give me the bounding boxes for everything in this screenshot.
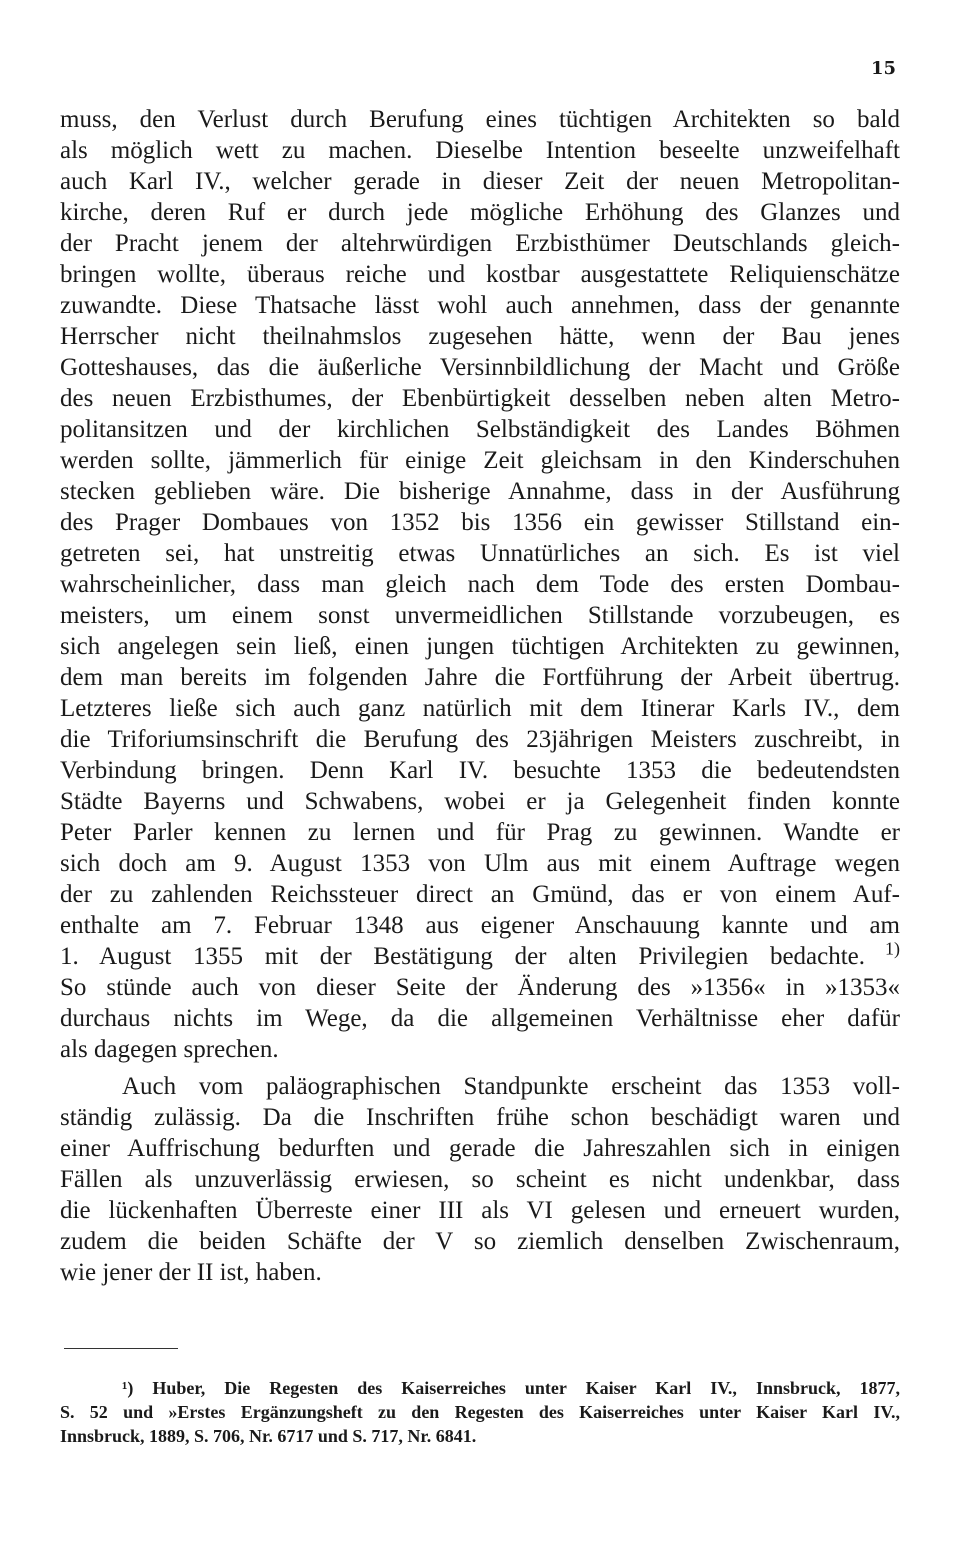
paragraph-1-line: sich angelegen sein ließ, einen jungen tüchtigen Architekten zu gewinnen, [60,633,900,660]
footnote-reference: 1) [865,938,900,959]
paragraph-1-line: stecken geblieben wäre. Die bisherige Annahme, dass in der Ausführung [60,478,900,505]
paragraph-1-line: auch Karl IV., welcher gerade in dieser Zeit der neuen Metropolitan- [60,168,900,195]
paragraph-1-line: als dagegen sprechen. [60,1036,279,1063]
paragraph-1-line: als möglich wett zu machen. Dieselbe Intention beseelte unzweifelhaft [60,137,900,164]
paragraph-1-line: zuwandte. Diese Thatsache lässt wohl auch annehmen, dass der genannte [60,292,900,319]
paragraph-1-line: politansitzen und der kirchlichen Selbständigkeit des Landes Böhmen [60,416,900,443]
paragraph-2-line: zudem die beiden Schäfte der V so ziemlich denselben Zwischenraum, [60,1228,900,1255]
paragraph-1-line: Gotteshauses, das die äußerliche Versinnbildlichung der Macht und Größe [60,354,900,381]
paragraph-2 [60,1071,900,1288]
paragraph-1-line: die Triforiumsinschrift die Berufung des 23jährigen Meisters zuschreibt, in [60,726,900,753]
paragraph-1-line: Verbindung bringen. Denn Karl IV. besuchte 1353 die bedeutendsten [60,757,900,784]
paragraph-1-line: Herrscher nicht theilnahmslos zugesehen hätte, wenn der Bau jenes [60,323,900,350]
paragraph-1-line: der Pracht jenem der altehrwürdigen Erzbisthümer Deutschlands gleich- [60,230,900,257]
paragraph-2-line: einer Auffrischung bedurften und gerade die Jahreszahlen sich in einigen [60,1135,900,1162]
paragraph-1-line: des Prager Dombaues von 1352 bis 1356 ein gewisser Stillstand ein- [60,509,900,536]
paragraph-1-line: durchaus nichts im Wege, da die allgemeinen Verhältnisse eher dafür [60,1005,900,1032]
paragraph-1-line: werden sollte, jämmerlich für einige Zeit gleichsam in den Kinderschuhen [60,447,900,474]
footnote-line: ¹) Huber, Die Regesten des Kaiserreiches unter Kaiser Karl IV., Innsbruck, 1877, [122,1378,900,1398]
paragraph-1-line: sich doch am 9. August 1353 von Ulm aus mit einem Auftrage wegen [60,850,900,877]
footnote [60,1376,900,1448]
paragraph-2-line: Fällen als unzuverlässig erwiesen, so scheint es nicht undenkbar, dass [60,1166,900,1193]
paragraph-2-line: ständig zulässig. Da die Inschriften frühe schon beschädigt waren und [60,1104,900,1131]
paragraph-1-line: muss, den Verlust durch Berufung eines tüchtigen Architekten so bald [60,106,900,133]
paragraph-2-line: die lückenhaften Überreste einer III als VI gelesen und erneuert wurden, [60,1197,900,1224]
paragraph-1-line: 1. August 1355 mit der Bestätigung der alten Privilegien bedachte. $^{1)}$ [60,938,900,970]
paragraph-1-line: Letzteres ließe sich auch ganz natürlich mit dem Itinerar Karls IV., dem [60,695,900,722]
paragraph-1 [60,104,900,1065]
footnote-line: Innsbruck, 1889, S. 706, Nr. 6717 und S. 717, Nr. 6841. [60,1426,477,1446]
paragraph-2-line: wie jener der II ist, haben. [60,1259,322,1286]
paragraph-1-line: wahrscheinlicher, dass man gleich nach dem Tode des ersten Dombau- [60,571,900,598]
paragraph-1-line: dem man bereits im folgenden Jahre die Fortführung der Arbeit übertrug. [60,664,900,691]
paragraph-1-line: getreten sei, hat unstreitig etwas Unnatürliches an sich. Es ist viel [60,540,900,567]
page-number: 15 [870,58,896,79]
paragraph-1-line: Peter Parler kennen zu lernen und für Prag zu gewinnen. Wandte er [60,819,900,846]
paragraph-1-line: kirche, deren Ruf er durch jede mögliche Erhöhung des Glanzes und [60,199,900,226]
paragraph-1-line: So stünde auch von dieser Seite der Änderung des »1356« in »1353« [60,974,900,1001]
paragraph-2-line: Auch vom paläographischen Standpunkte erscheint das 1353 voll- [122,1073,900,1100]
footnote-divider [64,1348,178,1349]
paragraph-1-line: des neuen Erzbisthumes, der Ebenbürtigkeit desselben neben alten Metro- [60,385,900,412]
paragraph-1-line: bringen wollte, überaus reiche und kostbar ausgestattete Reliquienschätze [60,261,900,288]
paragraph-1-line: enthalte am 7. Februar 1348 aus eigener Anschauung kannte und am [60,912,900,939]
footnote-line: S. 52 und »Erstes Ergänzungsheft zu den Regesten des Kaiserreiches unter Kaiser Karl IV., [60,1402,900,1422]
paragraph-1-line: Städte Bayerns und Schwabens, wobei er ja Gelegenheit finden konnte [60,788,900,815]
body-text [60,104,900,1288]
paragraph-1-line: meisters, um einem sonst unvermeidlichen Stillstande vorzubeugen, es [60,602,900,629]
paragraph-1-line: der zu zahlenden Reichssteuer direct an Gmünd, das er von einem Auf- [60,881,900,908]
